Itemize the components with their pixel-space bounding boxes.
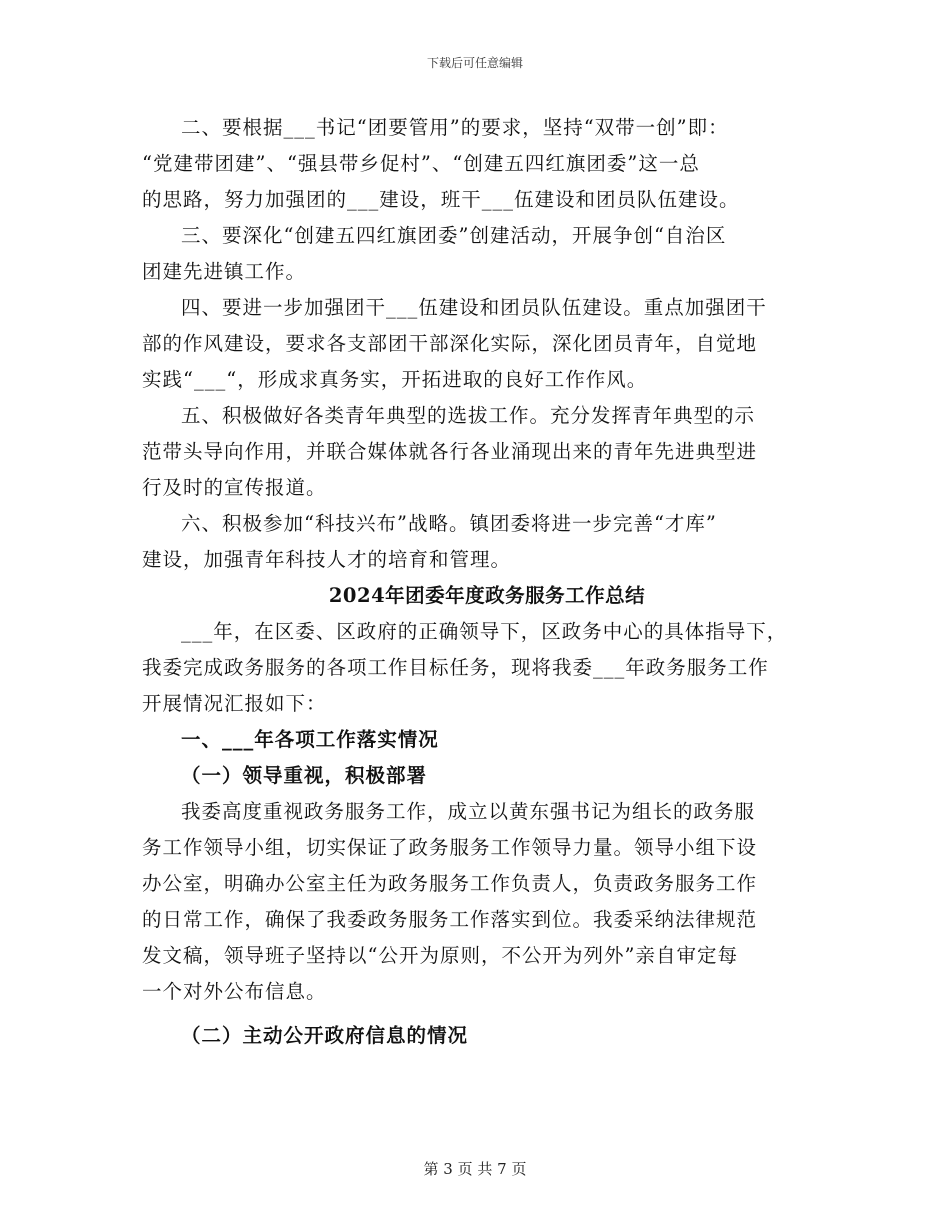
paragraph-line: 一个对外公布信息。	[142, 980, 327, 1003]
leadership-paragraph	[142, 794, 832, 1010]
paragraph-line: 务工作领导小组，切实保证了政务服务工作领导力量。领导小组下设	[142, 836, 758, 859]
paragraph	[142, 506, 832, 578]
paragraph-line: 五、积极做好各类青年典型的选拔工作。充分发挥青年典型的示	[181, 404, 756, 427]
document-body	[142, 110, 832, 1054]
intro-paragraph	[142, 614, 832, 722]
paragraph-line: 办公室，明确办公室主任为政务服务工作负责人，负责政务服务工作	[142, 872, 758, 895]
paragraph-line: 开展情况汇报如下：	[142, 692, 327, 715]
page-footer: 第 3 页 共 7 页	[423, 1160, 527, 1178]
paragraph-line: 范带头导向作用，并联合媒体就各行各业涌现出来的青年先进典型进	[142, 440, 758, 463]
heading-level-2-leadership: （一）领导重视，积极部署	[181, 764, 428, 787]
paragraph	[142, 290, 832, 398]
paragraph-line: 团建先进镇工作。	[142, 260, 307, 283]
page-header: 下载后可任意编辑	[426, 56, 523, 70]
paragraph-line: ___年，在区委、区政府的正确领导下，区政务中心的具体指导下，	[181, 620, 788, 643]
paragraph	[142, 218, 832, 290]
paragraph-line: 我委高度重视政务服务工作，成立以黄东强书记为组长的政务服	[181, 800, 756, 823]
paragraph	[142, 398, 832, 506]
heading-level-2-disclosure: （二）主动公开政府信息的情况	[181, 1024, 469, 1047]
paragraph	[142, 110, 832, 218]
heading-level-1: 一、___年各项工作落实情况	[181, 728, 439, 751]
paragraphs-before	[142, 110, 832, 578]
paragraph-line: “党建带团建”、“强县带乡促村”、“创建五四红旗团委”这一总	[142, 152, 700, 175]
section-title: 2024年团委年度政务服务工作总结	[328, 584, 646, 607]
paragraph-line: 四、要进一步加强团干___伍建设和团员队伍建设。重点加强团干	[181, 296, 767, 319]
paragraph-line: 三、要深化“创建五四红旗团委”创建活动，开展争创“自治区	[181, 224, 727, 247]
paragraph-line: 的思路，努力加强团的___建设，班干___伍建设和团员队伍建设。	[142, 188, 740, 211]
paragraph-line: 发文稿，领导班子坚持以“公开为原则，不公开为列外”亲自审定每	[142, 944, 738, 967]
paragraph-line: 部的作风建设，要求各支部团干部深化实际，深化团员青年，自觉地	[142, 332, 758, 355]
paragraph-line: 建设，加强青年科技人才的培育和管理。	[142, 548, 512, 571]
paragraph-line: 实践“___“，形成求真务实，开拓进取的良好工作作风。	[142, 368, 648, 391]
paragraph-line: 我委完成政务服务的各项工作目标任务，现将我委___年政务服务工作	[142, 656, 769, 679]
paragraph-line: 二、要根据___书记“团要管用”的要求，坚持“双带一创”即：	[181, 116, 729, 139]
paragraph-line: 行及时的宣传报道。	[142, 476, 327, 499]
paragraph-line: 的日常工作，确保了我委政务服务工作落实到位。我委采纳法律规范	[142, 908, 758, 931]
paragraph-line: 六、积极参加“科技兴布”战略。镇团委将进一步完善“才库”	[181, 512, 717, 535]
